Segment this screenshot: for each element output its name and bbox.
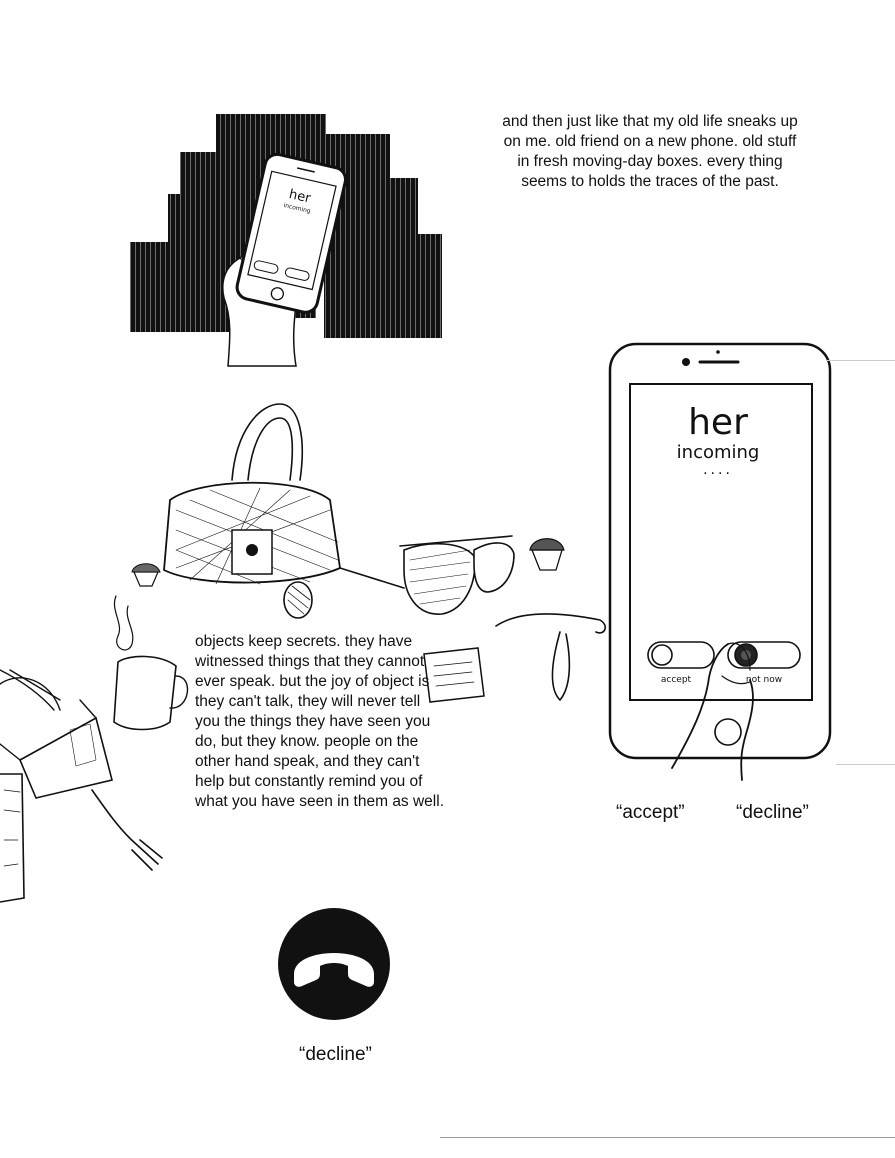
accept-knob: [652, 645, 672, 665]
clutter-illustration: [0, 640, 170, 910]
bottom-rule: [440, 1137, 895, 1138]
accept-label: accept: [660, 675, 692, 685]
objects-paragraph: objects keep secrets. they have witnessed things that they cannot ever speak. but the joy of object is they can't talk, they will never tell you the things they have seen you do, but they know. people on the other hand speak, and they can't help but constantly remind you of what you have seen in them as well.: [195, 633, 444, 810]
sunglasses-illustration: [340, 536, 514, 614]
eyelash-curler-illustration: [496, 614, 605, 700]
fork-illustration: [92, 790, 162, 870]
decline-choice[interactable]: “decline”: [736, 802, 809, 823]
can-illustration: [0, 774, 24, 902]
accept-choice[interactable]: “accept”: [616, 802, 685, 823]
compact-illustration: [284, 582, 312, 618]
decline-button-caption: “decline”: [299, 1044, 372, 1065]
intro-paragraph: and then just like that my old life sneaks up on me. old friend on a new phone. old stuff in fresh moving-day boxes. every thing seems to holds the traces of the past.: [502, 113, 798, 190]
cigarette-illustration: [0, 670, 60, 710]
cupcake-illustration: [530, 539, 564, 570]
cupcake-small-illustration: [132, 564, 160, 586]
big-phone: [600, 340, 840, 780]
handbag-illustration: [164, 404, 340, 584]
small-phone-caller: her: [287, 187, 312, 207]
decline-label: not now: [745, 675, 783, 685]
big-phone-status: incoming: [676, 442, 760, 463]
small-phone-status: incoming: [282, 201, 312, 215]
right-rule-lower: [836, 764, 895, 765]
big-phone-dots: ....: [703, 462, 733, 478]
big-phone-caller: her: [688, 402, 748, 443]
front-camera: [682, 358, 690, 366]
right-rule: [826, 360, 895, 361]
decline-call-button[interactable]: [278, 908, 398, 1028]
boxes-phone-illustration: [128, 108, 448, 368]
